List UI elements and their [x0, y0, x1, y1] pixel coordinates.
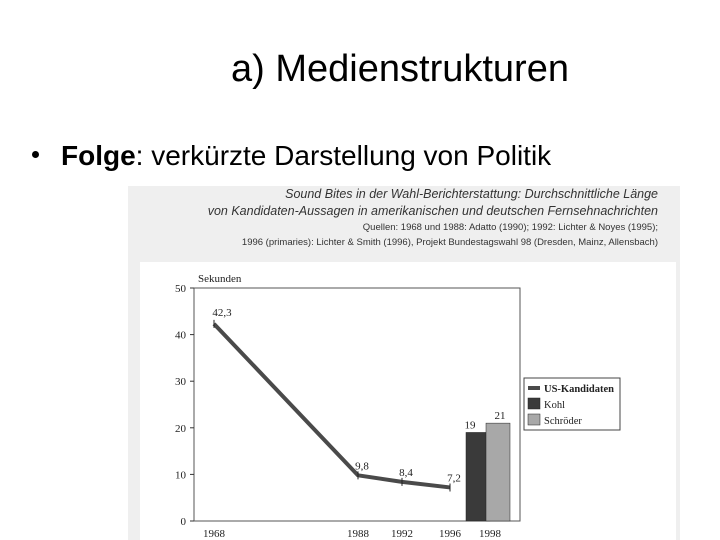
y-tick-label: 40 — [175, 329, 186, 342]
y-tick-label: 10 — [175, 469, 186, 482]
bullet-dot-icon — [32, 151, 39, 158]
caption-line-1: Sound Bites in der Wahl-Berichterstattung: Durchschnittliche Länge — [285, 187, 658, 201]
source-line-1: Quellen: 1968 und 1988: Adatto (1990); 1992: Lichter & Noyes (1995); — [362, 222, 658, 233]
chart-figure — [128, 186, 680, 540]
bullet-text: : verkürzte Darstellung von Politik — [135, 140, 552, 171]
legend-swatch-bar — [528, 398, 540, 409]
bullet-item — [32, 140, 551, 172]
y-tick-label: 30 — [175, 376, 186, 389]
bar-value-label: 21 — [494, 410, 506, 423]
line-bar-chart — [128, 186, 680, 540]
x-tick-label: 1968 — [203, 528, 225, 540]
legend-label: US-Kandidaten — [544, 384, 615, 395]
source-line-2: 1996 (primaries): Lichter & Smith (1996), Projekt Bundestagswahl 98 (Dresden, Mainz, Allensbach) — [241, 237, 658, 248]
x-tick-label: 1988 — [347, 528, 369, 540]
caption-line-2: von Kandidaten-Aussagen in amerikanischen und deutschen Fernsehnachrichten — [207, 204, 658, 218]
y-tick-label: 0 — [180, 516, 186, 528]
y-axis-label: Sekunden — [198, 273, 242, 285]
legend-label: Kohl — [544, 400, 565, 411]
x-tick-label: 1996 — [439, 528, 461, 540]
y-tick-label: 20 — [175, 422, 186, 435]
x-tick-label: 1992 — [391, 528, 413, 540]
line-value-label: 8,4 — [399, 466, 413, 479]
legend-swatch-bar — [528, 414, 540, 425]
line-value-label: 9,8 — [355, 460, 369, 473]
line-value-label: 42,3 — [212, 306, 232, 319]
legend-label: Schröder — [544, 416, 582, 427]
slide-title: a) Medienstrukturen — [231, 48, 569, 90]
bullet-bold-text: Folge — [61, 140, 136, 171]
x-tick-label: 1998 — [479, 528, 501, 540]
bar-schröder — [486, 423, 510, 521]
line-value-label: 7,2 — [447, 472, 461, 485]
bar-value-label: 19 — [464, 419, 476, 432]
y-tick-label: 50 — [175, 283, 186, 295]
